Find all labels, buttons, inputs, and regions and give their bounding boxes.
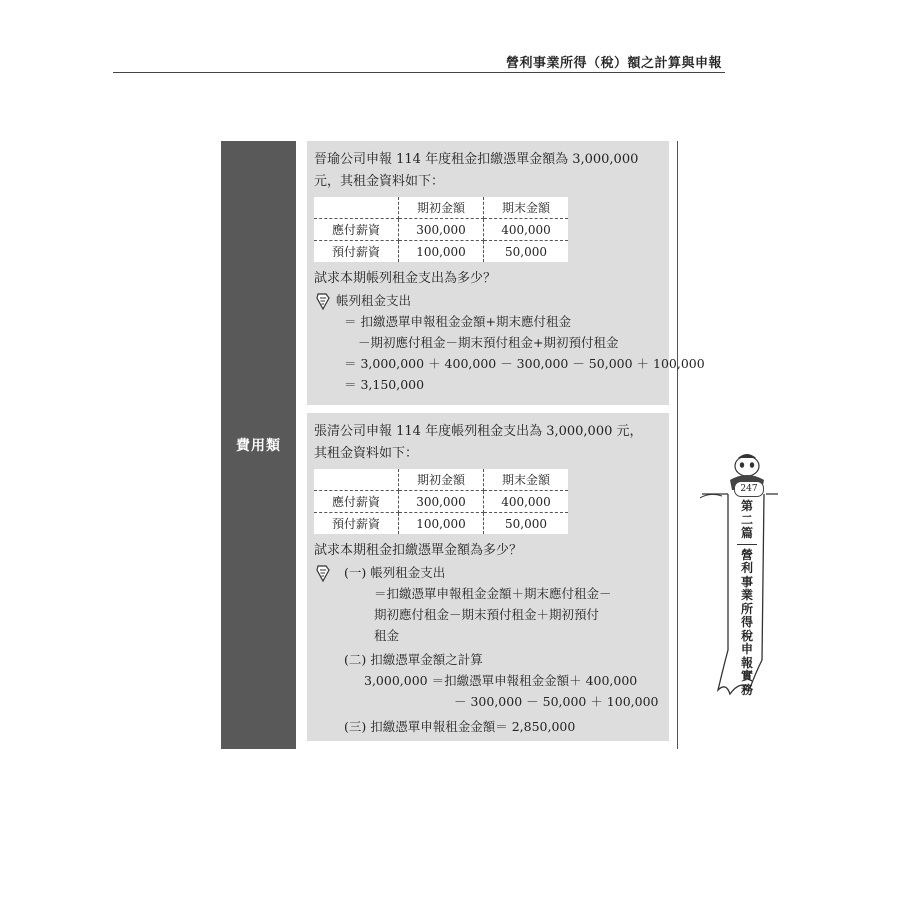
table-cell: 50,000 — [484, 241, 569, 263]
header-rule — [113, 72, 725, 73]
table-cell: 應付薪資 — [314, 219, 399, 241]
example-2-answer — [314, 562, 662, 737]
table-cell: 應付薪資 — [314, 491, 399, 513]
running-head: 營利事業所得（稅）額之計算與申報 — [505, 56, 722, 71]
answer-line: 期初應付租金－期末預付租金＋期初預付 — [374, 607, 600, 622]
table-cell: 300,000 — [399, 491, 484, 513]
answer-line: (一) 帳列租金支出 — [344, 565, 446, 580]
answer-line: 帳列租金支出 — [336, 293, 412, 308]
answer-line: (三) 扣繳憑單申報租金金額＝ 2,850,000 — [344, 719, 576, 734]
answer-line: ＝ 3,000,000 ＋ 400,000 － 300,000 － 50,000 ＋ 100,000 — [344, 356, 705, 371]
pencil-answer-icon — [314, 291, 332, 311]
example-box-1 — [307, 141, 705, 405]
intro-line: 張清公司申報 114 年度帳列租金支出為 3,000,000 元， — [314, 424, 643, 439]
table-header-cell — [314, 197, 399, 219]
table-header-cell: 期末金額 — [484, 469, 569, 491]
example-1-answer — [314, 290, 705, 395]
answer-line: － 300,000 － 50,000 ＋ 100,000 — [454, 694, 659, 709]
category-label — [221, 141, 296, 749]
answer-line: 3,000,000 ＝扣繳憑單申報租金金額＋ 400,000 — [364, 673, 638, 688]
table-cell: 100,000 — [399, 241, 484, 263]
table-header-cell: 期初金額 — [399, 469, 484, 491]
table-row — [314, 219, 568, 241]
table-row — [314, 491, 568, 513]
answer-line: 租金 — [374, 628, 400, 643]
example-2-intro — [314, 421, 662, 465]
answer-line: ＝扣繳憑單申報租金金額＋期末應付租金－ — [374, 586, 612, 601]
intro-line: 晉瑜公司申報 114 年度租金扣繳憑單金額為 3,000,000 — [314, 152, 639, 167]
table-cell: 50,000 — [484, 513, 569, 535]
table-cell: 400,000 — [484, 219, 569, 241]
answer-line: (二) 扣繳憑單金額之計算 — [344, 652, 483, 667]
rent-table-1 — [314, 197, 568, 262]
chapter-title: 營利事業所得稅申報實務 — [740, 547, 753, 697]
intro-line: 元，其租金資料如下： — [314, 174, 445, 189]
column-rule — [677, 141, 678, 749]
table-row — [314, 513, 568, 535]
table-header-cell — [314, 469, 399, 491]
page-number-badge: 247 — [734, 481, 764, 497]
table-row — [314, 241, 568, 263]
table-cell: 預付薪資 — [314, 513, 399, 535]
table-cell: 400,000 — [484, 491, 569, 513]
answer-line: ＝ 3,150,000 — [344, 377, 425, 392]
table-cell: 300,000 — [399, 219, 484, 241]
example-box-2 — [307, 413, 669, 741]
table-header-row — [314, 469, 568, 491]
intro-line: 其租金資料如下： — [314, 446, 419, 461]
table-cell: 預付薪資 — [314, 241, 399, 263]
category-label-text: 費用類 — [236, 438, 281, 454]
rent-table-2 — [314, 469, 568, 534]
example-1-question: 試求本期帳列租金支出為多少？ — [314, 271, 497, 286]
chapter-vertical-title — [737, 500, 757, 697]
example-1-intro — [314, 149, 662, 193]
table-header-cell: 期初金額 — [399, 197, 484, 219]
example-2-question: 試求本期租金扣繳憑單金額為多少？ — [314, 543, 523, 558]
table-cell: 100,000 — [399, 513, 484, 535]
table-header-row — [314, 197, 568, 219]
part-label: 第二篇 — [737, 500, 757, 545]
answer-line: ＝ 扣繳憑單申報租金金額+期末應付租金 — [344, 314, 571, 329]
table-header-cell: 期末金額 — [484, 197, 569, 219]
pencil-answer-icon — [314, 563, 332, 583]
answer-line: －期初應付租金－期末預付租金+期初預付租金 — [358, 335, 619, 350]
